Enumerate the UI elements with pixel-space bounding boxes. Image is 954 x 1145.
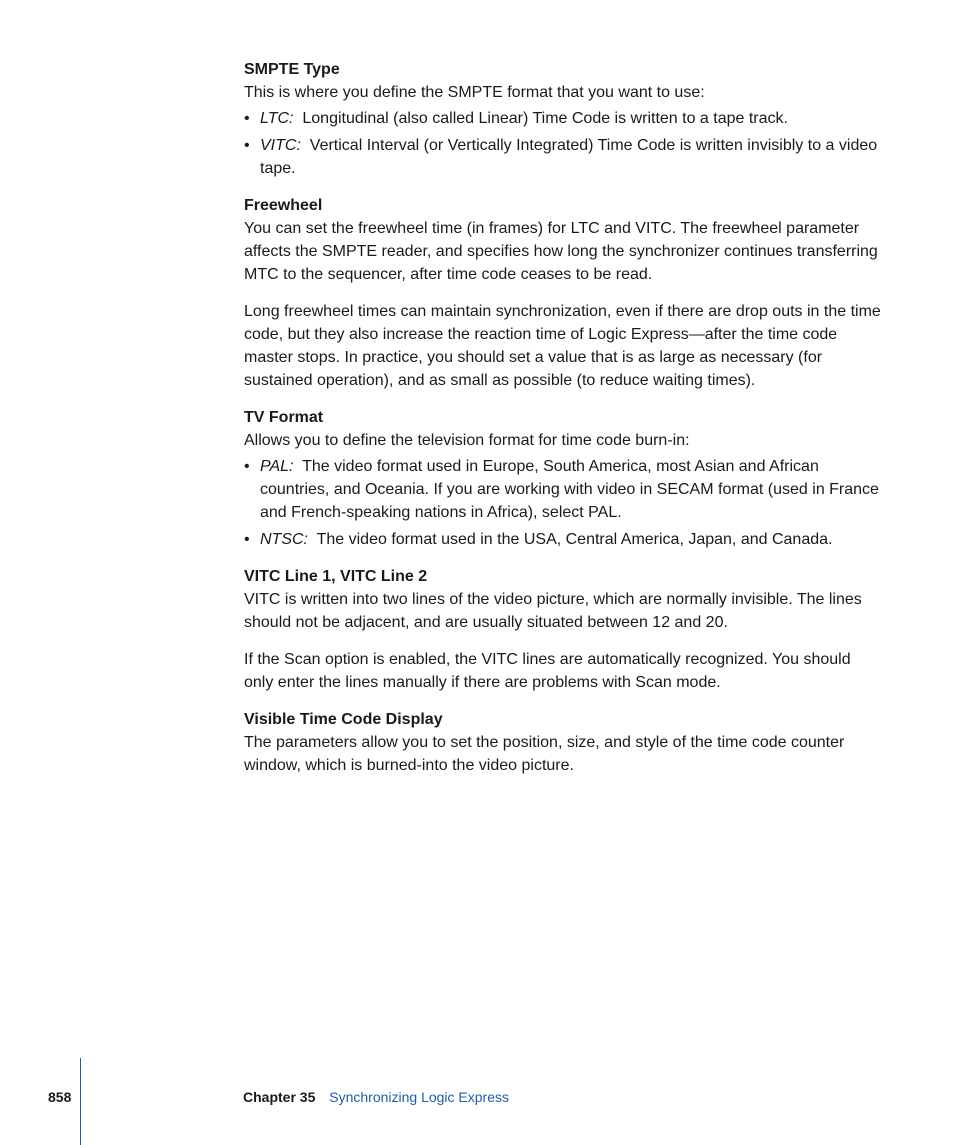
chapter-label: Chapter 35 <box>243 1089 316 1105</box>
bullet-text: Longitudinal (also called Linear) Time Code is written to a tape track. <box>302 110 788 127</box>
bullet-term: PAL: <box>260 458 294 475</box>
section-heading: VITC Line 1, VITC Line 2 <box>244 568 428 585</box>
bullet-glyph: • <box>244 137 250 154</box>
section-visible-time-code-display <box>244 708 884 777</box>
section-smpte-type <box>244 58 884 180</box>
bullet-list <box>244 455 884 551</box>
section-tv-format <box>244 406 884 551</box>
section-heading: Visible Time Code Display <box>244 711 443 728</box>
bullet-glyph: • <box>244 531 250 548</box>
section-intro: Allows you to define the television format for time code burn-in: <box>244 432 690 449</box>
paragraph: Long freewheel times can maintain synchronization, even if there are drop outs in the time code, but they also increase the reaction time of Logic Express—after the time code master stops. In practice, you should set a value that is as large as necessary (for sustained operation), and as small as possible (to reduce waiting times). <box>244 303 881 389</box>
section-heading: SMPTE Type <box>244 61 340 78</box>
bullet-text: The video format used in the USA, Central America, Japan, and Canada. <box>316 531 833 548</box>
bullet-text: Vertical Interval (or Vertically Integrated) Time Code is written invisibly to a video tape. <box>260 137 878 177</box>
section-freewheel <box>244 194 884 392</box>
bullet-glyph: • <box>244 110 250 127</box>
list-item <box>244 455 884 524</box>
section-heading: TV Format <box>244 409 324 426</box>
bullet-text: The video format used in Europe, South America, most Asian and African countries, and Oceania. If you are working with video in SECAM format (used in France and French-speaking nations in Africa), select PAL. <box>260 458 879 521</box>
paragraph: If the Scan option is enabled, the VITC lines are automatically recognized. You should only enter the lines manually if there are problems with Scan mode. <box>244 651 851 691</box>
list-item <box>244 528 884 551</box>
section-vitc-lines <box>244 565 884 694</box>
paragraph: VITC is written into two lines of the video picture, which are normally invisible. The lines should not be adjacent, and are usually situated between 12 and 20. <box>244 591 862 631</box>
list-item <box>244 107 884 130</box>
bullet-term: VITC: <box>260 137 301 154</box>
section-heading: Freewheel <box>244 197 323 214</box>
footer-divider <box>80 1058 81 1145</box>
list-item <box>244 134 884 180</box>
footer-chapter <box>243 1087 509 1107</box>
chapter-title-link[interactable]: Synchronizing Logic Express <box>329 1089 510 1105</box>
bullet-term: NTSC: <box>260 531 308 548</box>
page-content <box>244 58 884 791</box>
bullet-term: LTC: <box>260 110 294 127</box>
paragraph: The parameters allow you to set the position, size, and style of the time code counter window, which is burned-into the video picture. <box>244 734 845 774</box>
bullet-list <box>244 107 884 180</box>
section-intro: This is where you define the SMPTE format that you want to use: <box>244 84 705 101</box>
paragraph: You can set the freewheel time (in frames) for LTC and VITC. The freewheel parameter affects the SMPTE reader, and specifies how long the synchronizer continues transferring MTC to the sequencer, after time code ceases to be read. <box>244 220 878 283</box>
bullet-glyph: • <box>244 458 250 475</box>
page-number: 858 <box>48 1089 72 1105</box>
